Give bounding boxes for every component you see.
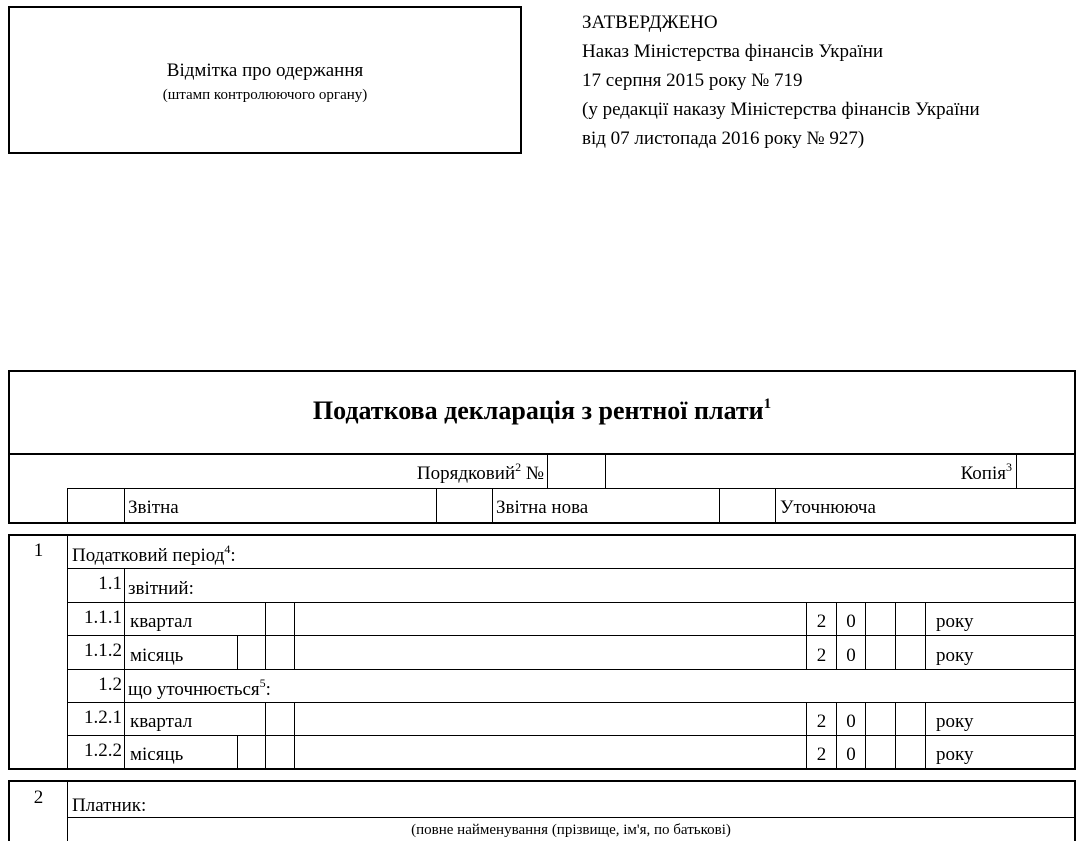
row-1-1-2-divider-a (124, 635, 125, 669)
quarter-input-1-2-1[interactable] (266, 703, 294, 735)
serial-number-label: Порядковий$^2$ № (416, 459, 544, 484)
approval-line-4: (у редакції наказу Міністерства фінансів України (582, 99, 980, 120)
section1-number: 1 (33, 540, 44, 561)
serial-cell-right (605, 455, 606, 488)
payer-name-input[interactable] (68, 781, 1073, 817)
year-digit-1-1-2-b: 0 (846, 645, 856, 666)
row-1-1-1-divider-c (294, 602, 295, 636)
type-divider-6 (775, 488, 776, 524)
row-1-2-top (67, 669, 1075, 670)
row-1-1-2-divider-i (925, 635, 926, 669)
payer-label: Платник: (72, 795, 147, 816)
year-word-1-1-1: року (936, 611, 974, 632)
year-word-1-2-2: року (936, 744, 974, 765)
month-input-1-2-2-b[interactable] (266, 736, 294, 768)
year-digit-1-2-1-b: 0 (846, 711, 856, 732)
type-regular-label: Звітна (128, 497, 179, 518)
year-input-1-2-2-d[interactable] (896, 736, 925, 768)
year-input-1-1-1-d[interactable] (896, 603, 925, 635)
type-row-top (67, 488, 1075, 489)
payer-name-line (67, 817, 1075, 818)
year-input-1-1-2-c[interactable] (866, 636, 895, 668)
row-1-1-2-label: місяць (130, 645, 184, 666)
approval-line-1: ЗАТВЕРДЖЕНО (582, 12, 718, 33)
year-input-1-1-1-c[interactable] (866, 603, 895, 635)
title-footnote: 1 (763, 396, 772, 413)
month-input-1-1-2-b[interactable] (266, 636, 294, 668)
year-word-1-1-2: року (936, 645, 974, 666)
year-input-1-2-1-c[interactable] (866, 703, 895, 735)
row-1-2-1-divider-a (124, 702, 125, 736)
row-1-1-2-number: 1.1.2 (84, 640, 122, 661)
section1-left-border (8, 534, 10, 770)
header-bottom-border (8, 522, 1076, 524)
row-1-1-1-divider-a (124, 602, 125, 636)
year-digit-1-2-1-a: 2 (816, 711, 827, 732)
type-new-label: Звітна нова (496, 497, 589, 518)
row-1-2-2-divider-i (925, 735, 926, 769)
approval-line-3: 17 серпня 2015 року № 719 (582, 70, 803, 91)
row-1-1-1-label: квартал (130, 611, 193, 632)
row-1-1-top (67, 568, 1075, 569)
row-1-2-1-label: квартал (130, 711, 193, 732)
clarifying-checkbox[interactable] (720, 489, 775, 523)
year-digit-1-1-2-a: 2 (816, 645, 827, 666)
row-1-1-1-number: 1.1.1 (84, 607, 122, 628)
header-title-divider (8, 453, 1076, 455)
section1-bottom-border (8, 768, 1076, 770)
month-input-1-1-2-a[interactable] (238, 636, 265, 668)
year-input-1-1-2-d[interactable] (896, 636, 925, 668)
serial-number-input[interactable] (548, 455, 605, 488)
row-1-1-2-divider-d (294, 635, 295, 669)
approval-line-2: Наказ Міністерства фінансів України (582, 41, 884, 62)
copy-label: Копія$^3$ (960, 459, 1012, 484)
row-1-2-2-label: місяць (130, 744, 184, 765)
section2-number: 2 (33, 787, 44, 808)
row-1-2-1-divider-h (925, 702, 926, 736)
stamp-title: Відмітка про одержання (166, 60, 364, 81)
header-top-border (8, 370, 1076, 372)
row-1-1-1-divider-h (925, 602, 926, 636)
type-divider-4 (492, 488, 493, 524)
quarter-input-1-1-1[interactable] (266, 603, 294, 635)
type-divider-2 (124, 488, 125, 524)
header-left-border (8, 370, 10, 524)
type-clarifying-label: Уточнююча (780, 497, 876, 518)
month-input-1-2-2-a[interactable] (238, 736, 265, 768)
row-1-1-label: звітний: (128, 578, 194, 599)
row-1-2-label: що уточнюється$^5$: (128, 675, 271, 700)
declaration-title: Податкова декларація з рентної плати$^1$ (312, 396, 772, 425)
tax-period-label: Податковий період$^4$: (72, 541, 236, 566)
stamp-subtitle: (штамп контролюючого органу) (162, 87, 368, 103)
receipt-stamp-box (8, 6, 522, 154)
copy-input[interactable] (1017, 455, 1074, 488)
row-1-1-divider (124, 568, 125, 602)
year-input-1-2-2-c[interactable] (866, 736, 895, 768)
regular-checkbox[interactable] (68, 489, 124, 523)
new-regular-checkbox[interactable] (437, 489, 492, 523)
year-input-1-2-1-d[interactable] (896, 703, 925, 735)
row-1-2-divider (124, 669, 125, 703)
row-1-2-1-divider-c (294, 702, 295, 736)
row-1-2-2-divider-a (124, 735, 125, 769)
year-word-1-2-1: року (936, 711, 974, 732)
year-digit-1-2-2-b: 0 (846, 744, 856, 765)
section1-top-border (8, 534, 1076, 536)
payer-name-caption: (повне найменування (прізвище, ім'я, по батькові) (411, 822, 731, 838)
row-1-2-1-number: 1.2.1 (84, 707, 122, 728)
row-1-2-number: 1.2 (98, 674, 122, 695)
row-1-2-2-number: 1.2.2 (84, 740, 122, 761)
approval-line-5: від 07 листопада 2016 року № 927) (582, 128, 865, 149)
header-right-border (1074, 370, 1076, 524)
approval-block (582, 8, 980, 153)
row-1-2-2-divider-d (294, 735, 295, 769)
year-digit-1-1-1-a: 2 (816, 611, 827, 632)
row-1-1-number: 1.1 (98, 573, 122, 594)
year-digit-1-1-1-b: 0 (846, 611, 856, 632)
year-digit-1-2-2-a: 2 (816, 744, 827, 765)
